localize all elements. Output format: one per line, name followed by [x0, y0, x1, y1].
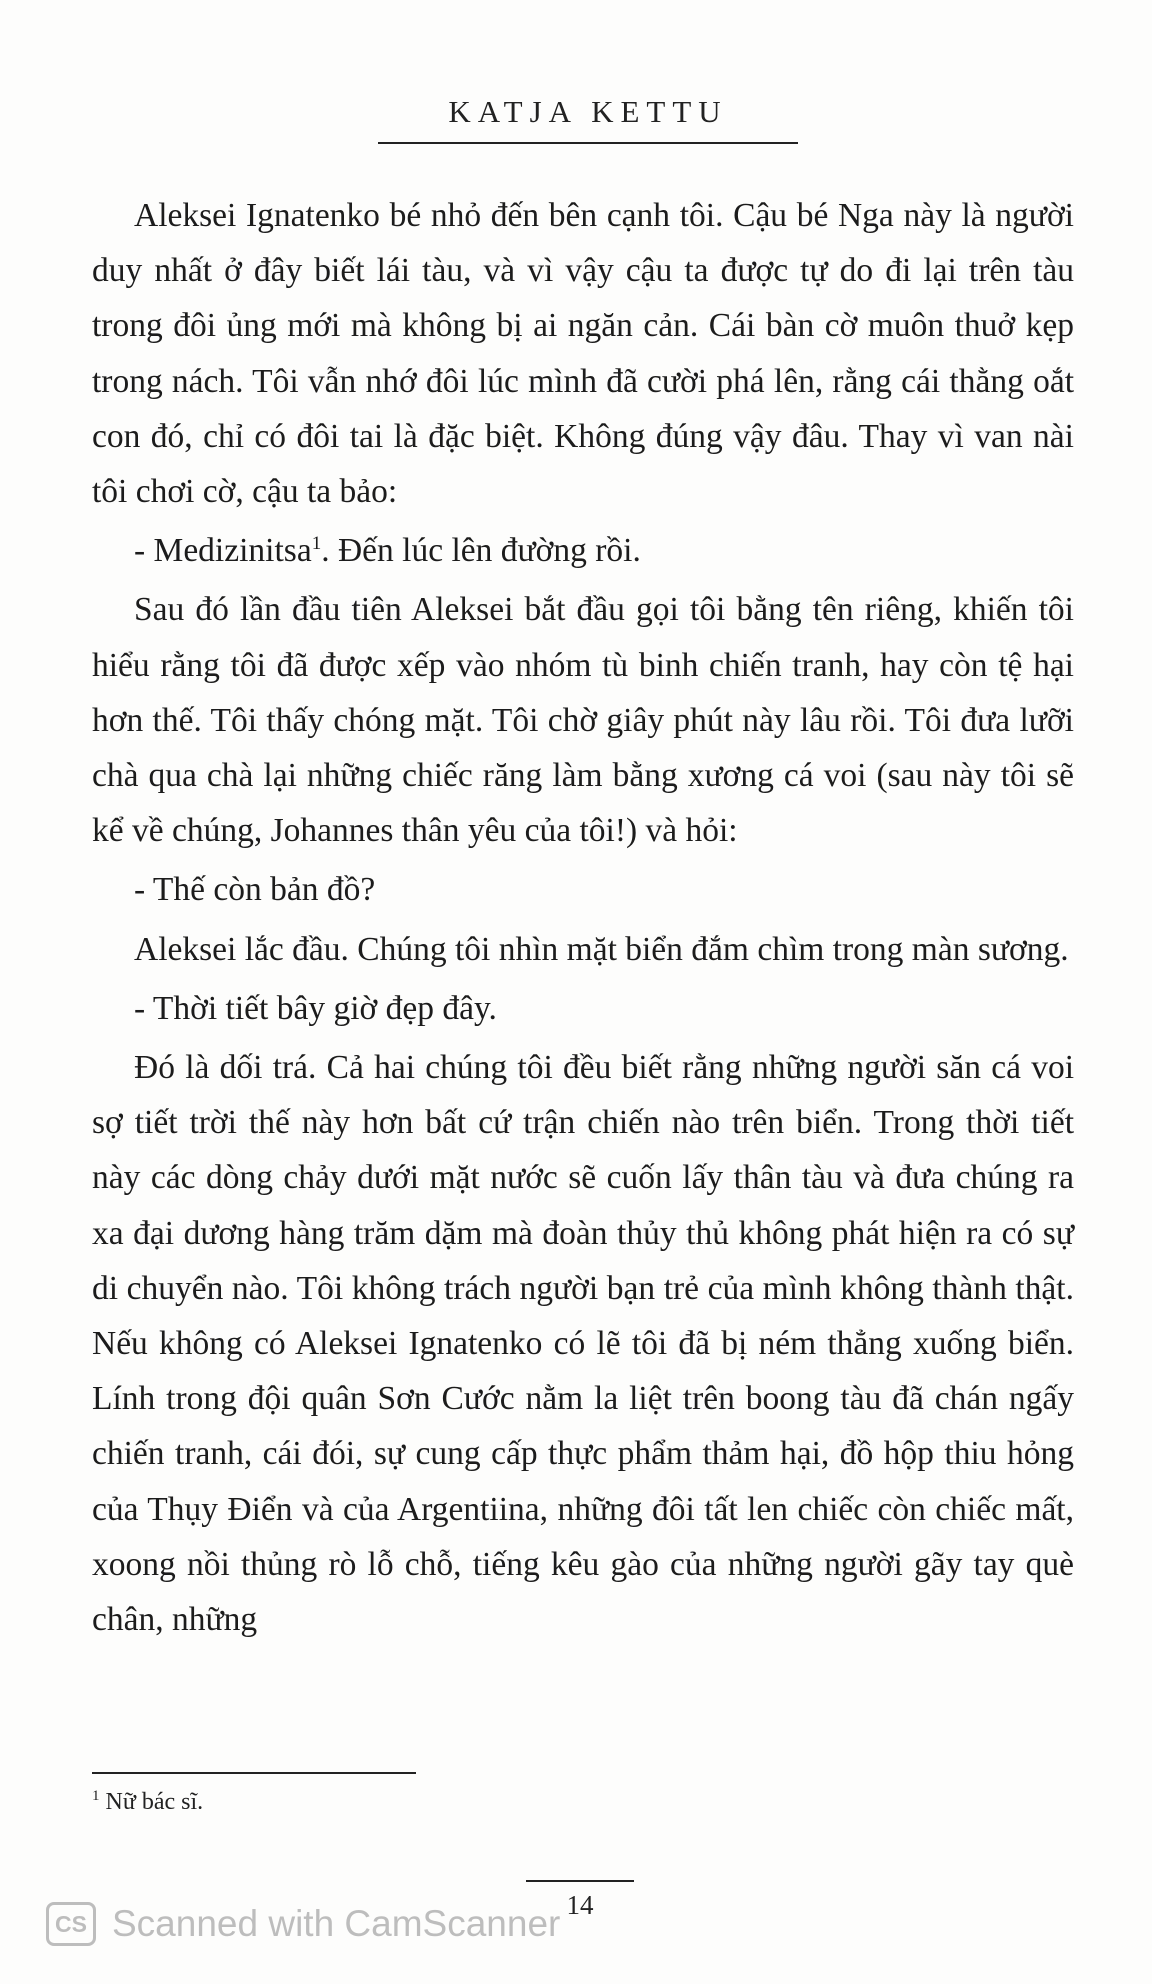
dialog-text: - Medizinitsa: [134, 532, 312, 570]
paragraph: Aleksei lắc đầu. Chúng tôi nhìn mặt biển đắm chìm trong màn sương.: [134, 930, 1069, 968]
paragraph: Đó là dối trá. Cả hai chúng tôi đều biết rằng những người săn cá voi sợ tiết trời thế này hơn bất cứ trận chiến nào trên biển. Trong thời tiết này các dòng chảy dưới mặt nước sẽ cuốn lấy thân tàu và đưa chúng ra xa đại dương hàng trăm dặm mà đoàn thủy thủ không phát hiện ra có sự di chuyển nào. Tôi không trách người bạn trẻ của mình không thành thật. Nếu không có Aleksei Ignatenko có lẽ tôi đã bị ném thẳng xuống biển. Lính trong đội quân Sơn Cước nằm la liệt trên boong tàu đã chán ngấy chiến tranh, cái đói, sự cung cấp thực phẩm thảm hại, đồ hộp thiu hỏng của Thụy Điển và của Argentiina, những đôi tất len chiếc còn chiếc mất, xoong nồi thủng rò lỗ chỗ, tiếng kêu gào của những người gãy tay què chân, những: [92, 1049, 1074, 1639]
camscanner-logo-icon: CS: [46, 1902, 96, 1946]
footnote-text: Nữ bác sĩ.: [105, 1789, 204, 1815]
footnote: [92, 1786, 203, 1818]
paragraph: Aleksei Ignatenko bé nhỏ đến bên cạnh tôi. Cậu bé Nga này là người duy nhất ở đây biết lái tàu, và vì vậy cậu ta được tự do đi lại trên tàu trong đôi ủng mới mà không bị ai ngăn cản. Cái bàn cờ muôn thuở kẹp trong nách. Tôi vẫn nhớ đôi lúc mình đã cười phá lên, rằng cái thằng oắt con đó, chỉ có đôi tai là đặc biệt. Không đúng vậy đâu. Thay vì van nài tôi chơi cờ, cậu ta bảo:: [92, 197, 1074, 511]
footnote-marker: 1: [311, 533, 322, 555]
running-header: [378, 92, 798, 144]
page-number-rule: [526, 1880, 634, 1882]
watermark-text: Scanned with CamScanner: [112, 1903, 561, 1944]
paragraph-dialog: - Thời tiết bây giờ đẹp đây.: [134, 989, 497, 1027]
body-text: [92, 188, 1074, 1651]
footnote-mark: 1: [92, 1788, 100, 1804]
footnote-rule: [92, 1772, 416, 1774]
paragraph-dialog: [92, 523, 1074, 578]
dialog-text-continued: . Đến lúc lên đường rồi.: [321, 532, 641, 570]
paragraph-dialog: - Thế còn bản đồ?: [134, 871, 376, 909]
paragraph: Sau đó lần đầu tiên Aleksei bắt đầu gọi tôi bằng tên riêng, khiến tôi hiểu rằng tôi đã được xếp vào nhóm tù binh chiến tranh, hay còn tệ hại hơn thế. Tôi thấy chóng mặt. Tôi chờ giây phút này lâu rồi. Tôi đưa lưỡi chà qua chà lại những chiếc răng làm bằng xương cá voi (sau này tôi sẽ kể về chúng, Johannes thân yêu của tôi!) và hỏi:: [92, 591, 1074, 850]
page-number: 14: [566, 1890, 594, 1920]
header-rule: [378, 142, 798, 144]
scanner-watermark: [46, 1896, 560, 1952]
header-author-name: KATJA KETTU: [448, 94, 728, 129]
